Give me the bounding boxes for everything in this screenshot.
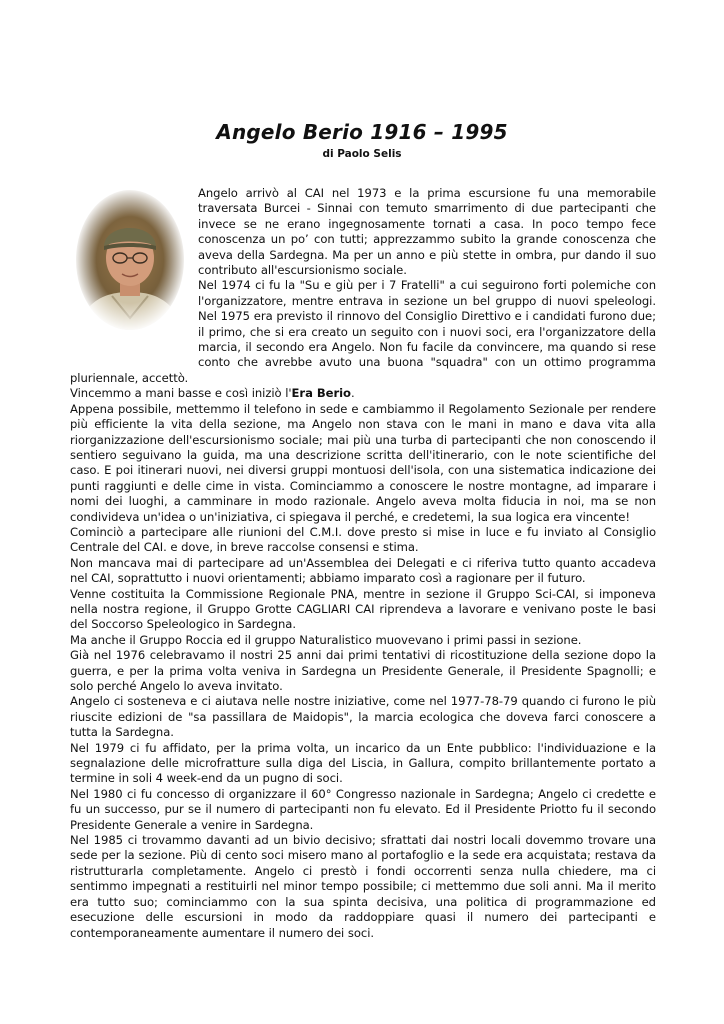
paragraph: [70, 386, 656, 401]
article-body: [70, 186, 656, 941]
paragraph-text: .: [350, 386, 355, 401]
era-berio-bold: Era Berio: [291, 386, 351, 401]
paragraph: Nel 1974 ci fu la "Su e giù per i 7 Fratelli" a cui seguirono forti polemiche con l'organizzatore, mentre entrava in sezione un bel gruppo di nuovi speleologi. Nel 1975 era previsto il rinnovo del Consiglio Direttivo e i candidati furono due; il primo, che si era creato un seguito con i nuovi soci, era l'organizzatore della marcia, il secondo era Angelo. Non fu facile da convincere, ma quando si rese conto che avrebbe avuto una buona "squadra" con un ottimo programma pluriennale, accettò.: [70, 278, 656, 385]
article-title: Angelo Berio 1916 – 1995: [216, 120, 508, 144]
paragraph: Nel 1979 ci fu affidato, per la prima volta, un incarico da un Ente pubblico: l'individuazione e la segnalazione delle microfratture sulla diga del Liscia, in Gallura, compito brillantemente portato a termine in soli 4 week-end da un pugno di soci.: [70, 740, 656, 786]
paragraph: Cominciò a partecipare alle riunioni del C.M.I. dove presto si mise in luce e fu inviato al Consiglio Centrale del CAI. e dove, in breve raccolse consensi e stima.: [70, 524, 656, 555]
paragraph: Angelo arrivò al CAI nel 1973 e la prima escursione fu una memorabile traversata Burcei - Sinnai con temuto smarrimento di due partecipanti che invece se ne erano ingegnosamente tornati a casa. In poco tempo fece conoscenza un po’ con tutti; apprezzammo subito la grande conoscenza che aveva della Sardegna. Ma per un anno e più stette in ombra, pur dando il suo contributo all'escursionismo sociale.: [198, 186, 656, 278]
article-author: di Paolo Selis: [322, 148, 402, 160]
paragraph: Già nel 1976 celebravamo il nostri 25 anni dai primi tentativi di ricostituzione della sezione dopo la guerra, e per la prima volta veniva in Sardegna un Presidente Generale, il Presidente Spagnolli; e solo perché Angelo lo aveva invitato.: [70, 648, 656, 693]
paragraph: Nel 1980 ci fu concesso di organizzare il 60° Congresso nazionale in Sardegna; Angelo ci credette e fu un successo, pur se il numero di partecipanti non fu elevato. Ed il Presidente Priotto fu il secondo Presidente Generale a venire in Sardegna.: [70, 786, 656, 832]
paragraph: Nel 1985 ci trovammo davanti ad un bivio decisivo; sfrattati dai nostri locali dovemmo trovare una sede per la sezione. Più di cento soci misero mano al portafoglio e la sede era acquistata; restava da ristrutturarla completamente. Angelo ci prestò i fondi occorrenti senza nulla chiedere, ma ci sentimmo impegnati a restituirli nel minor tempo possibile; ci mettemmo due soli anni. Ma il merito era tutto suo; cominciammo con la sua spinta decisiva, una politica di programmazione ed esecuzione delle escursioni in modo da raddoppiare quasi il numero dei partecipanti e contemporaneamente aumentare il numero dei soci.: [70, 833, 656, 940]
paragraph: Angelo ci sosteneva e ci aiutava nelle nostre iniziative, come nel 1977-78-79 quando ci furono le più riuscite edizioni de "sa passillara de Maidopis", la marcia ecologica che doveva farci conoscere a tutta la Sardegna.: [70, 694, 656, 740]
paragraph: Non mancava mai di partecipare ad un'Assemblea dei Delegati e ci riferiva tutto quanto accadeva nel CAI, soprattutto i nuovi orientamenti; abbiamo imparato così a ragionare per il futuro.: [70, 555, 656, 586]
photo-spacer: [70, 186, 198, 356]
paragraph: Ma anche il Gruppo Roccia ed il gruppo Naturalistico muovevano i primi passi in sezione.: [70, 632, 582, 647]
paragraph: Venne costituita la Commissione Regionale PNA, mentre in sezione il Gruppo Sci-CAI, si imponeva nella nostra regione, il Gruppo Grotte CAGLIARI CAI riprendeva a lavorare e venivano poste le basi del Soccorso Speleologico in Sardegna.: [70, 586, 656, 632]
paragraph: Appena possibile, mettemmo il telefono in sede e cambiammo il Regolamento Sezionale per rendere più efficiente la vita della sezione, ma Angelo non stava con le mani in mano e dava vita alla riorganizzazione dell'escursionismo sociale; mai più una turba di partecipanti che non conoscendo il sentiero seguivano la guida, ma una descrizione scritta dell'itinerario, con le note scientifiche del caso. E poi itinerari nuovi, nei diversi gruppi montuosi dell'isola, con una sistematica indicazione dei punti raggiunti e delle cime in vista. Cominciammo a conoscere le nostre montagne, ad imparare i nomi dei luoghi, a camminare in modo razionale. Angelo aveva molta fiducia in noi, ma se non condivideva un'idea o un'iniziativa, ci spiegava il perché, e credetemi, la sua logica era vincente!: [70, 401, 656, 524]
paragraph-text: Vincemmo a mani basse e così iniziò l': [70, 386, 292, 401]
